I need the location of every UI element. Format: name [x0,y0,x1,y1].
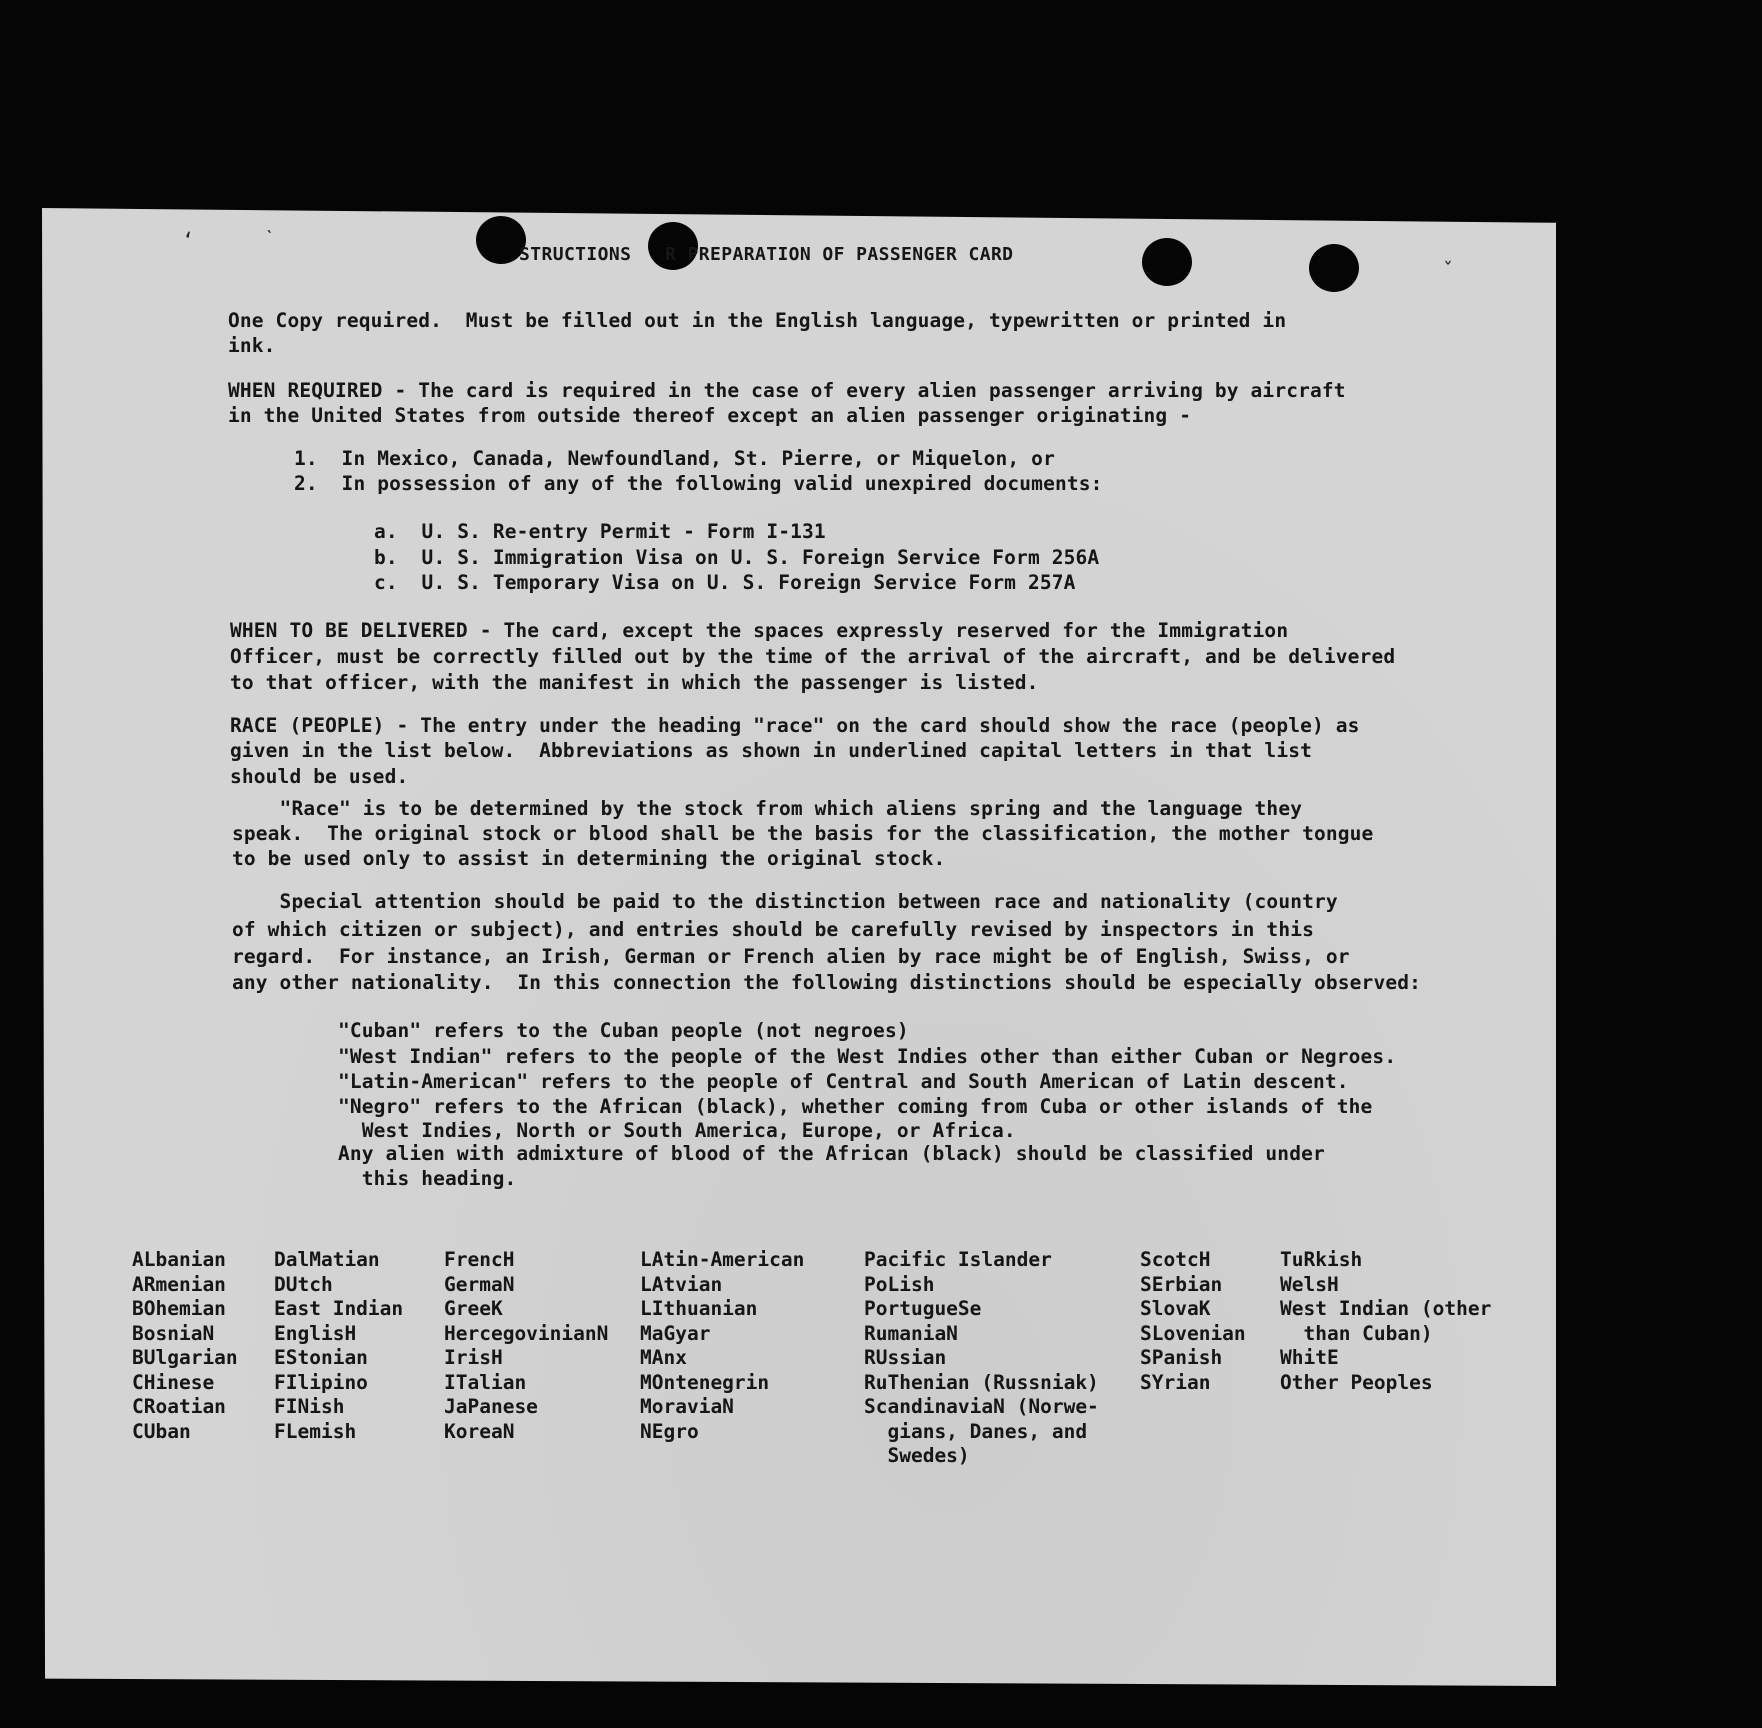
race-item: WhitE [1280,1346,1339,1369]
race-item: KoreaN [444,1419,515,1443]
special-line-1: Special attention should be paid to the distinction between race and nationality (country [232,890,1338,913]
race-item: SLovenian [1140,1321,1246,1345]
race-item: CRoatian [132,1395,226,1418]
race-item: BUlgarian [132,1346,238,1369]
race-people-line-1: RACE (PEOPLE) - The entry under the heading "race" on the card should show the race (people) as [230,714,1360,737]
race-item: EStonian [274,1346,368,1369]
stray-mark: ˋ [264,226,277,250]
when-required-line-2: in the United States from outside thereof except an alien passenger originating - [228,404,1192,427]
race-item: Swedes) [864,1444,970,1467]
race-def-line-2: speak. The original stock or blood shall be the basis for the classification, the mother tongue [232,822,1374,845]
race-item: CUban [132,1419,191,1443]
race-column-7 [1280,1248,1491,1395]
race-item: ITalian [444,1370,527,1394]
race-item: SYrian [1140,1370,1211,1394]
race-item: MAnx [640,1346,687,1369]
race-item: RUssian [864,1346,947,1369]
intro-line-1: One Copy required. Must be filled out in the English language, typewritten or printed in [228,309,1287,332]
race-item: RuThenian (Russniak) [864,1370,1099,1394]
race-item: IrisH [444,1346,503,1369]
race-column-1 [132,1248,238,1444]
distinction-line-2: "West Indian" refers to the people of the West Indies other than either Cuban or Negroes. [338,1045,1397,1068]
intro-line-2: ink. [228,334,276,357]
race-item: DalMatian [274,1248,380,1271]
race-column-6 [1140,1248,1246,1395]
race-item: gians, Danes, and [864,1419,1088,1443]
when-required-line-1: WHEN REQUIRED - The card is required in the case of every alien passenger arriving by aircraft [228,379,1346,402]
race-item: JaPanese [444,1395,538,1418]
special-line-4: any other nationality. In this connection the following distinctions should be especially observed: [232,971,1421,994]
race-item: LAtin-American [640,1248,805,1271]
race-people-line-3: should be used. [230,765,409,788]
race-item: GreeK [444,1297,503,1320]
when-delivered-line-2: Officer, must be correctly filled out by the time of the arrival of the aircraft, and be delivered [230,645,1396,668]
special-line-3: regard. For instance, an Irish, German or French alien by race might be of English, Swiss, or [232,945,1350,968]
race-item: PortugueSe [864,1297,982,1320]
race-item: Other Peoples [1280,1370,1433,1394]
race-item: MoraviaN [640,1395,734,1418]
race-item: SPanish [1140,1346,1223,1369]
list-item-2: 2. In possession of any of the following valid unexpired documents: [294,472,1103,495]
distinction-line-4: "Negro" refers to the African (black), whether coming from Cuba or other islands of the [338,1095,1373,1118]
race-item: FINish [274,1395,345,1418]
race-column-3 [444,1248,608,1444]
race-item: West Indian (other [1280,1297,1492,1320]
race-item: ARmenian [132,1272,226,1296]
punch-hole [1142,238,1192,286]
when-delivered-line-3: to that officer, with the manifest in which the passenger is listed. [230,671,1039,694]
race-item: than Cuban) [1280,1321,1433,1345]
document-title: STRUCTIONS R PREPARATION OF PASSENGER CARD [519,244,1014,265]
distinction-line-5: West Indies, North or South America, Europe, or Africa. [338,1119,1016,1142]
stray-mark: ʻ [182,228,195,252]
race-column-5 [864,1248,1099,1469]
race-item: DUtch [274,1272,333,1296]
race-item: RumaniaN [864,1321,958,1345]
race-item: ScandinaviaN (Norwe- [864,1395,1099,1418]
list-item-1: 1. In Mexico, Canada, Newfoundland, St. Pierre, or Miquelon, or [294,447,1055,470]
race-item: SErbian [1140,1272,1223,1296]
race-item: FrencH [444,1248,515,1271]
special-line-2: of which citizen or subject), and entries should be carefully revised by inspectors in this [232,918,1314,941]
race-item: WelsH [1280,1272,1339,1296]
race-item: FLemish [274,1419,357,1443]
race-item: FIlipino [274,1370,368,1394]
race-item: East Indian [274,1297,404,1320]
race-column-2 [274,1248,403,1444]
race-item: TuRkish [1280,1248,1363,1271]
sub-item-c: c. U. S. Temporary Visa on U. S. Foreign Service Form 257A [374,571,1076,594]
sub-item-b: b. U. S. Immigration Visa on U. S. Foreign Service Form 256A [374,546,1100,569]
race-item: HercegovinianN [444,1321,609,1345]
sub-item-a: a. U. S. Re-entry Permit - Form I-131 [374,520,826,543]
race-item: MaGyar [640,1321,711,1345]
punch-hole [1309,244,1359,292]
race-def-line-1: "Race" is to be determined by the stock from which aliens spring and the language they [232,797,1303,820]
race-item: LIthuanian [640,1297,758,1320]
race-def-line-3: to be used only to assist in determining the original stock. [232,847,946,870]
race-item: MOntenegrin [640,1370,770,1394]
race-item: Pacific Islander [864,1248,1052,1271]
distinction-line-3: "Latin-American" refers to the people of Central and South American of Latin descent. [338,1070,1349,1093]
race-item: BosniaN [132,1321,215,1345]
when-delivered-line-1: WHEN TO BE DELIVERED - The card, except the spaces expressly reserved for the Immigration [230,619,1289,642]
race-item: GermaN [444,1272,515,1296]
distinction-line-1: "Cuban" refers to the Cuban people (not negroes) [338,1019,909,1042]
race-people-line-2: given in the list below. Abbreviations as shown in underlined capital letters in that list [230,739,1312,762]
race-item: PoLish [864,1272,935,1296]
race-item: BOhemian [132,1297,226,1320]
stray-mark: ˇ [1442,258,1455,282]
race-item: EnglisH [274,1321,357,1345]
race-item: SlovaK [1140,1297,1211,1320]
race-item: ALbanian [132,1248,226,1271]
race-item: ScotcH [1140,1248,1211,1271]
distinction-line-7: this heading. [338,1167,517,1190]
race-item: CHinese [132,1370,215,1394]
distinction-line-6: Any alien with admixture of blood of the African (black) should be classified under [338,1142,1325,1165]
race-item: LAtvian [640,1272,723,1296]
race-column-4 [640,1248,804,1444]
race-item: NEgro [640,1419,699,1443]
